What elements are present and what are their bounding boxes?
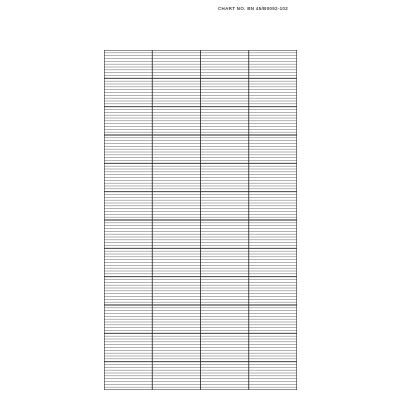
grid-lines [104, 50, 297, 390]
chart-number-label: CHART NO. BN 45/B0052-102 [218, 6, 289, 11]
recorder-grid [104, 50, 297, 390]
